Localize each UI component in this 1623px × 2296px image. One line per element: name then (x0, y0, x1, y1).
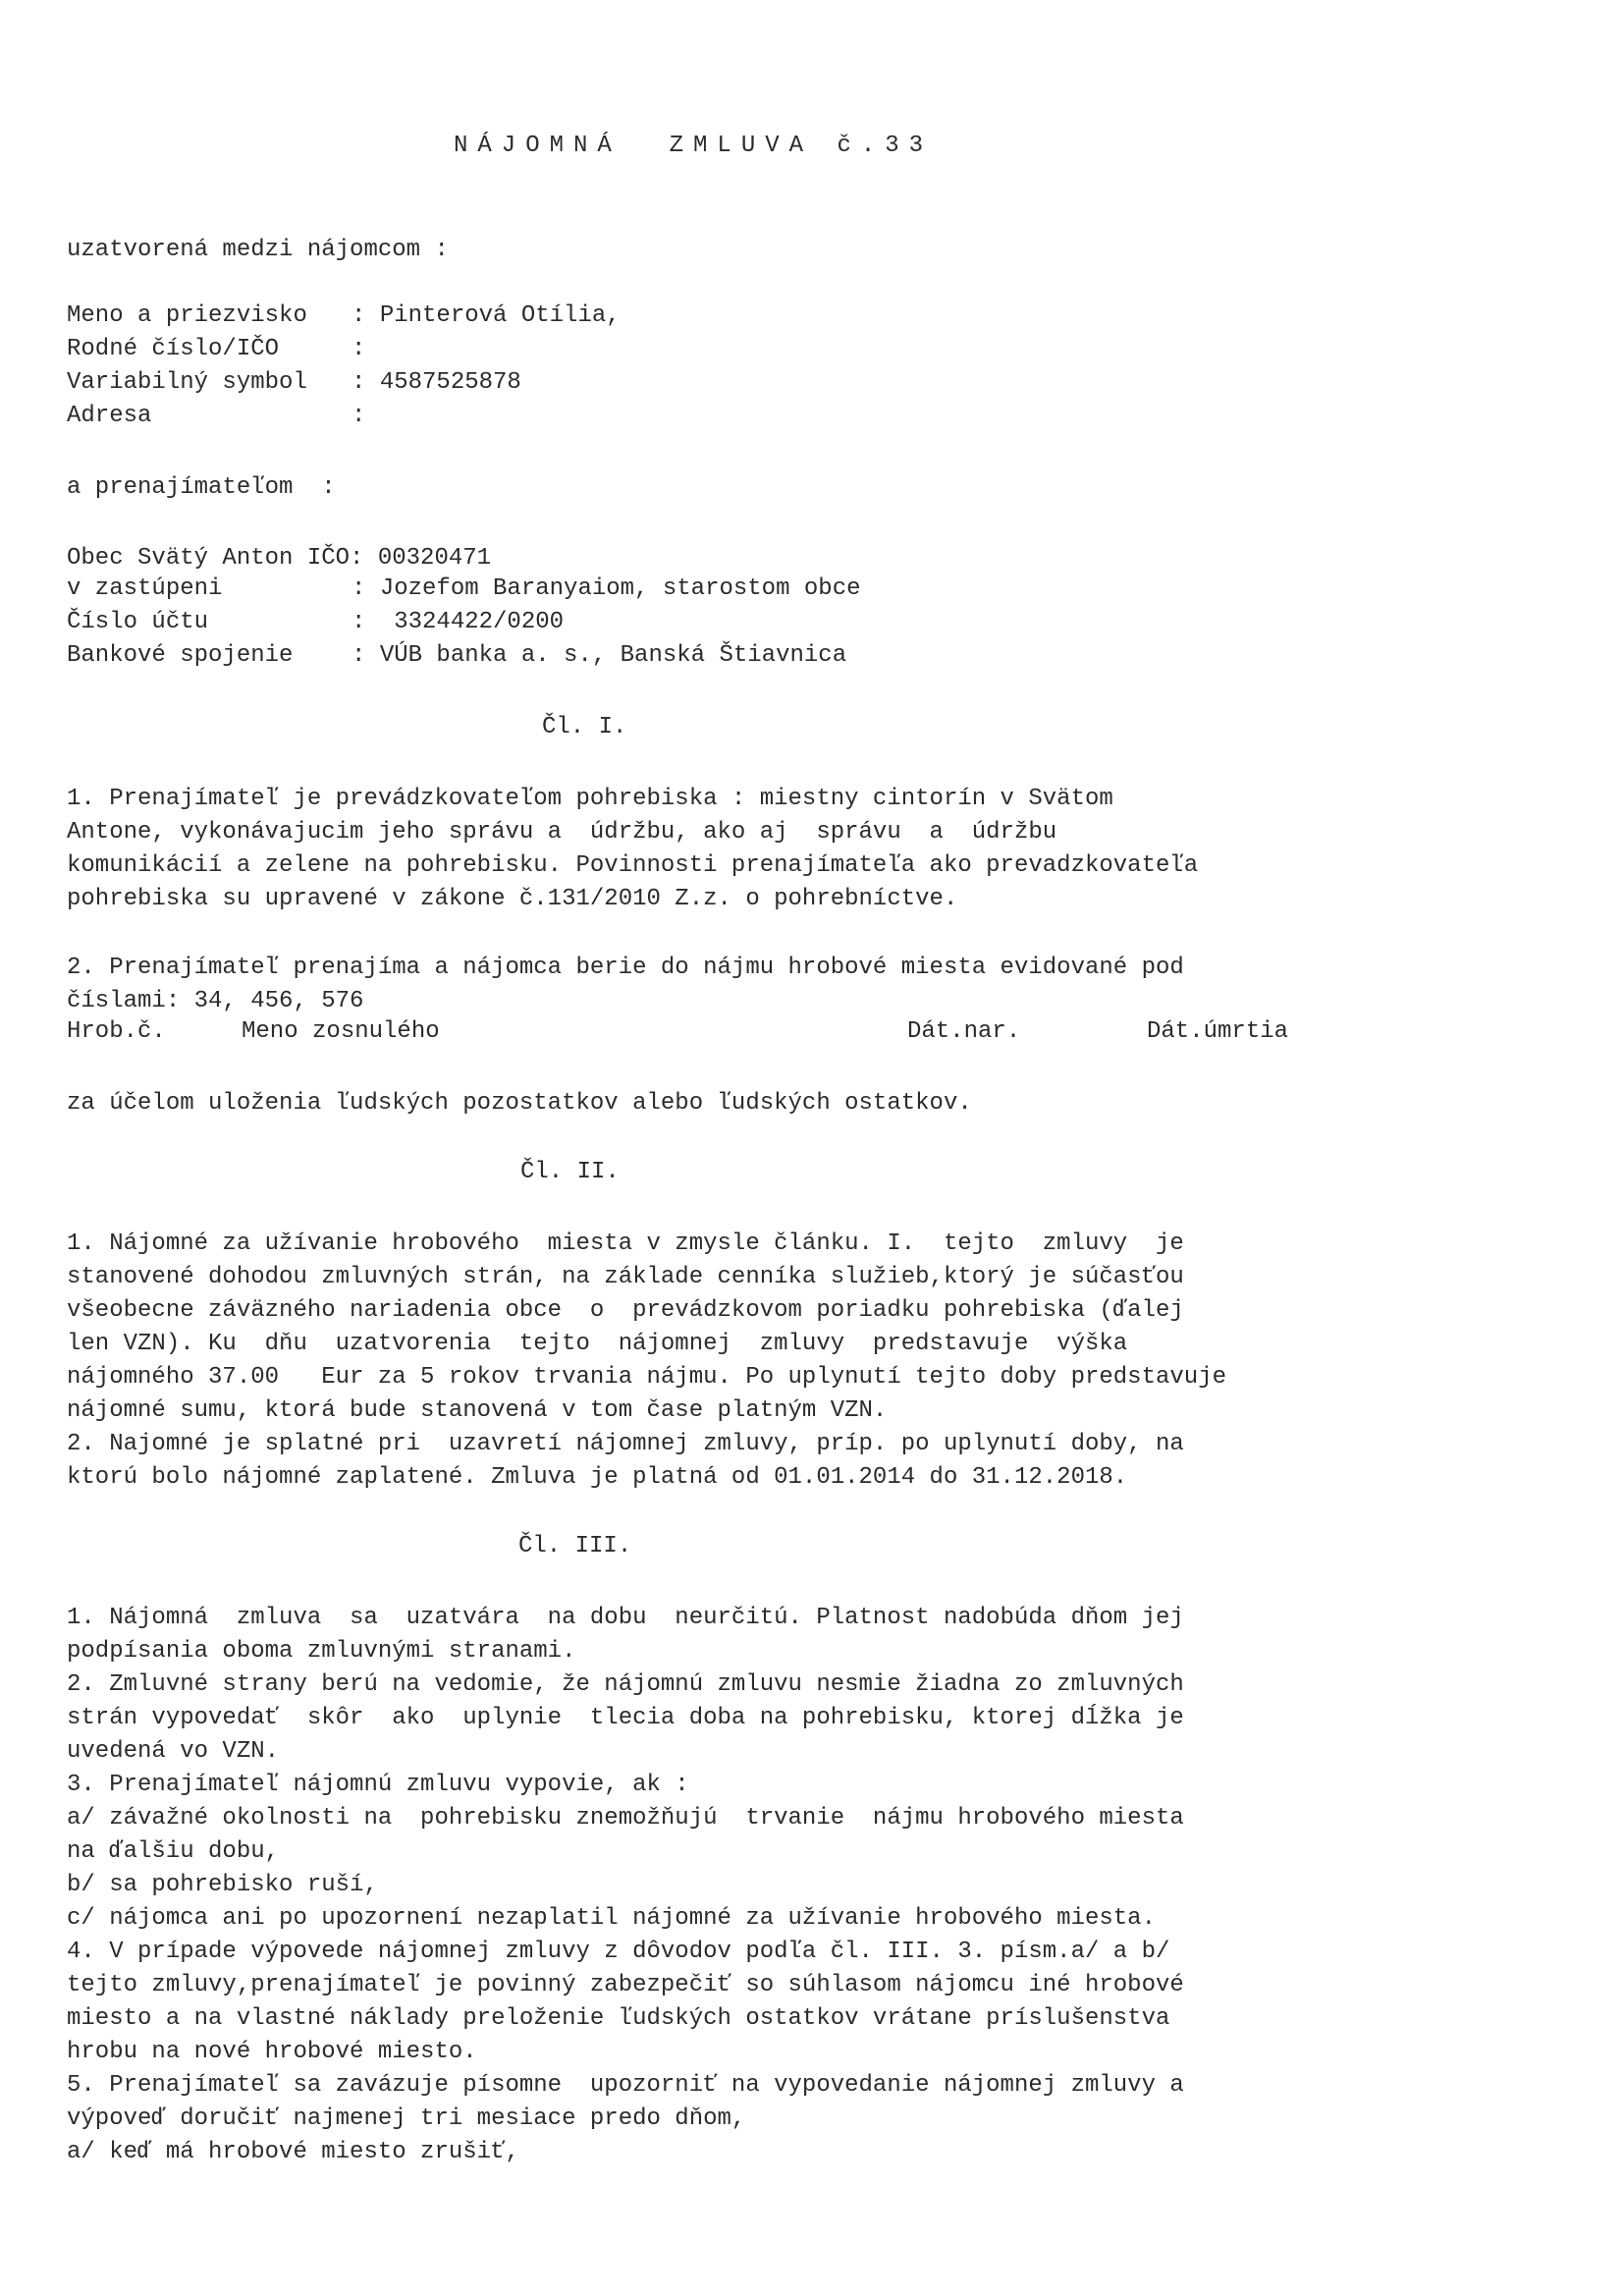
landlord-intro: a prenajímateľom : (67, 474, 336, 501)
art3-line: 5. Prenajímateľ sa zavázuje písomne upozorniť na vypovedanie nájomnej zmluvy a (67, 2072, 1184, 2099)
article-2-heading: Čl. II. (520, 1159, 620, 1185)
art1-p1-line: pohrebiska su upravené v zákone č.131/2010 Z.z. o pohrebníctve. (67, 886, 958, 912)
art1-purpose: za účelom uloženia ľudských pozostatkov alebo ľudských ostatkov. (67, 1090, 972, 1117)
landlord-bank-value: VÚB banka a. s., Banská Štiavnica (379, 642, 847, 669)
art3-line: 3. Prenajímateľ nájomnú zmluvu vypovie, ak : (67, 1772, 689, 1798)
art3-line: b/ sa pohrebisko ruší, (67, 1872, 378, 1898)
art2-line: 1. Nájomné za užívanie hrobového miesta v zmysle článku. I. tejto zmluvy je (67, 1230, 1184, 1257)
art2-line: len VZN). Ku dňu uzatvorenia tejto nájomnej zmluvy predstavuje výška (67, 1331, 1128, 1357)
tenant-name-row: Meno a priezvisko : Pinterová Otília, (67, 302, 621, 329)
landlord-rep-label: v zastúpeni (67, 575, 223, 602)
art1-p1-line: komunikácií a zelene na pohrebisku. Povinnosti prenajímateľa ako prevadzkovateľa (67, 852, 1199, 879)
art3-line: 1. Nájomná zmluva sa uzatvára na dobu neurčitú. Platnost nadobúda dňom jej (67, 1605, 1184, 1631)
grave-col-name: Meno zosnulého (242, 1018, 440, 1045)
landlord-bank-label: Bankové spojenie (67, 642, 294, 669)
tenant-vs-row: Variabilný symbol : 4587525878 (67, 369, 521, 396)
art2-line: stanovené dohodou zmluvných strán, na základe cenníka služieb,ktorý je súčasťou (67, 1264, 1184, 1290)
art3-line: podpísania oboma zmluvnými stranami. (67, 1638, 576, 1665)
intro-line: uzatvorená medzi nájomcom : (67, 237, 449, 263)
tenant-vs-value: 4587525878 (379, 369, 521, 396)
art3-line: tejto zmluvy,prenajímateľ je povinný zabezpečiť so súhlasom nájomcu iné hrobové (67, 1972, 1184, 1998)
art1-p1-line: Antone, vykonávajucim jeho správu a údržbu, ako aj správu a údržbu (67, 819, 1057, 846)
grave-col-birth: Dát.nar. (907, 1018, 1021, 1045)
art1-p2-line: číslami: 34, 456, 576 (67, 988, 364, 1014)
art3-line: výpoveď doručiť najmenej tri mesiace predo dňom, (67, 2105, 746, 2132)
art3-line: 2. Zmluvné strany berú na vedomie, že nájomnú zmluvu nesmie žiadna zo zmluvných (67, 1671, 1184, 1698)
grave-col-death: Dát.úmrtia (1147, 1018, 1289, 1045)
art3-line: 4. V prípade výpovede nájomnej zmluvy z dôvodov podľa čl. III. 3. písm.a/ a b/ (67, 1939, 1170, 1965)
landlord-acct-label: Číslo účtu (67, 609, 209, 635)
landlord-line1: Obec Svätý Anton IČO: 00320471 (67, 545, 492, 572)
art3-line: na ďalšiu dobu, (67, 1838, 280, 1865)
art3-line: hrobu na nové hrobové miesto. (67, 2039, 477, 2065)
art2-line: nájomné sumu, ktorá bude stanovená v tom čase platným VZN. (67, 1397, 888, 1424)
art3-line: a/ keď má hrobové miesto zrušiť, (67, 2139, 519, 2165)
art3-line: miesto a na vlastné náklady preloženie ľudských ostatkov vrátane príslušenstva (67, 2005, 1170, 2032)
tenant-id-label: Rodné číslo/IČO (67, 336, 280, 362)
landlord-acct-row: Číslo účtu : 3324422/0200 (67, 609, 565, 635)
tenant-address-row: Adresa : (67, 403, 380, 429)
landlord-rep-row: v zastúpeni : Jozefom Baranyaiom, starostom obce (67, 575, 861, 602)
art2-line: ktorú bolo nájomné zaplatené. Zmluva je platná od 01.01.2014 do 31.12.2018. (67, 1464, 1128, 1491)
art3-line: strán vypovedať skôr ako uplynie tlecia doba na pohrebisku, ktorej dĺžka je (67, 1705, 1184, 1731)
document-title: NÁJOMNÁ ZMLUVA č.33 (454, 133, 934, 159)
art2-line: všeobecne záväzného nariadenia obce o prevádzkovom poriadku pohrebiska (ďalej (67, 1297, 1184, 1324)
landlord-bank-row: Bankové spojenie : VÚB banka a. s., Banská Štiavnica (67, 642, 847, 669)
art2-line: 2. Najomné je splatné pri uzavretí nájomnej zmluvy, príp. po uplynutí doby, na (67, 1431, 1184, 1457)
art3-line: a/ závažné okolnosti na pohrebisku znemožňujú trvanie nájmu hrobového miesta (67, 1805, 1184, 1831)
art1-p2-line: 2. Prenajímateľ prenajíma a nájomca berie do nájmu hrobové miesta evidované pod (67, 955, 1184, 981)
tenant-address-label: Adresa (67, 403, 152, 429)
art3-line: c/ nájomca ani po upozornení nezaplatil nájomné za užívanie hrobového miesta. (67, 1905, 1156, 1932)
article-3-heading: Čl. III. (518, 1533, 632, 1559)
tenant-id-row: Rodné číslo/IČO : (67, 336, 380, 362)
art3-line: uvedená vo VZN. (67, 1738, 280, 1765)
article-1-heading: Čl. I. (542, 714, 627, 740)
art1-p1-line: 1. Prenajímateľ je prevádzkovateľom pohrebiska : miestny cintorín v Svätom (67, 786, 1113, 812)
grave-col-number: Hrob.č. (67, 1018, 166, 1045)
tenant-name-label: Meno a priezvisko (67, 302, 307, 329)
landlord-rep-value: Jozefom Baranyaiom, starostom obce (379, 575, 861, 602)
landlord-acct-value: 3324422/0200 (379, 609, 565, 635)
tenant-name-value: Pinterová Otília, (379, 302, 621, 329)
art2-line: nájomného 37.00 Eur za 5 rokov trvania nájmu. Po uplynutí tejto doby predstavuje (67, 1364, 1226, 1391)
tenant-vs-label: Variabilný symbol (67, 369, 307, 396)
